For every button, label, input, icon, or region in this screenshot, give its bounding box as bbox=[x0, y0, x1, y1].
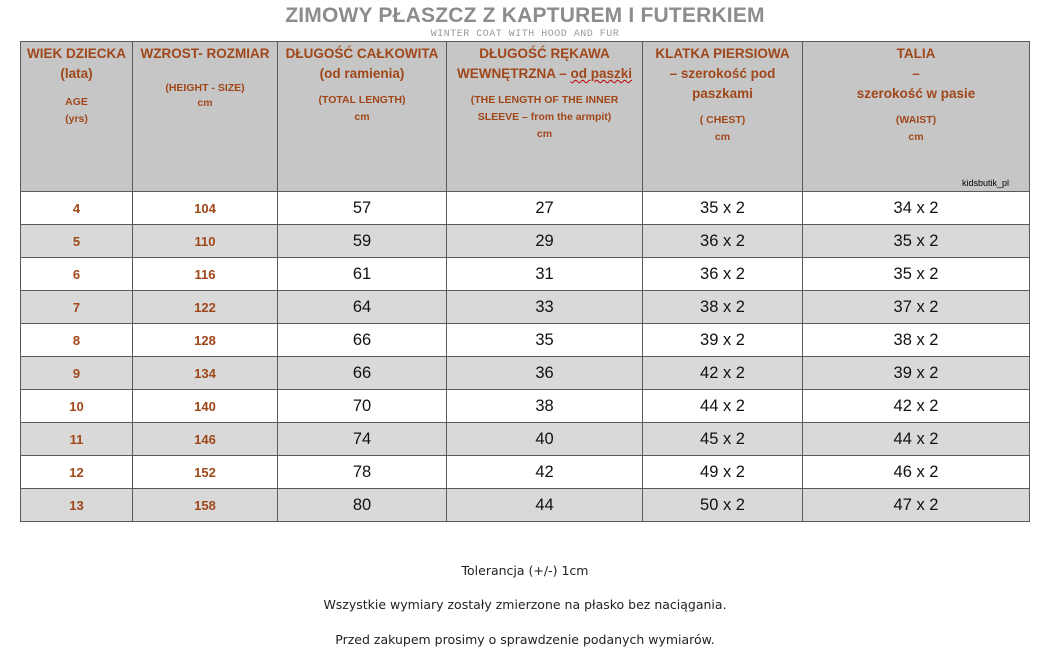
cell-age: 12 bbox=[21, 456, 133, 489]
cell-height: 140 bbox=[133, 390, 278, 423]
cell-sleeve: 40 bbox=[447, 423, 643, 456]
cell-chest: 39 x 2 bbox=[643, 324, 803, 357]
table-row bbox=[21, 423, 1030, 456]
cell-chest: 44 x 2 bbox=[643, 390, 803, 423]
cell-age: 7 bbox=[21, 291, 133, 324]
cell-length: 64 bbox=[278, 291, 447, 324]
cell-height: 134 bbox=[133, 357, 278, 390]
cell-length: 80 bbox=[278, 489, 447, 522]
cell-height: 116 bbox=[133, 258, 278, 291]
table-row bbox=[21, 258, 1030, 291]
flat-measure-note: Wszystkie wymiary zostały zmierzone na płasko bez naciągania. bbox=[323, 597, 727, 612]
header-waist: TALIA – szerokość w pasie (WAIST) cm kidsbutik_pl bbox=[803, 42, 1030, 192]
cell-age: 6 bbox=[21, 258, 133, 291]
table-row bbox=[21, 357, 1030, 390]
table-row bbox=[21, 192, 1030, 225]
cell-waist: 44 x 2 bbox=[803, 423, 1030, 456]
cell-sleeve: 35 bbox=[447, 324, 643, 357]
cell-waist: 37 x 2 bbox=[803, 291, 1030, 324]
cell-waist: 47 x 2 bbox=[803, 489, 1030, 522]
cell-length: 66 bbox=[278, 324, 447, 357]
cell-chest: 42 x 2 bbox=[643, 357, 803, 390]
cell-chest: 36 x 2 bbox=[643, 258, 803, 291]
size-table bbox=[20, 41, 1030, 522]
tolerance-note: Tolerancja (+/-) 1cm bbox=[461, 563, 589, 578]
cell-chest: 49 x 2 bbox=[643, 456, 803, 489]
table-header-row bbox=[21, 42, 1030, 192]
table-row bbox=[21, 324, 1030, 357]
cell-waist: 38 x 2 bbox=[803, 324, 1030, 357]
cell-age: 10 bbox=[21, 390, 133, 423]
cell-waist: 46 x 2 bbox=[803, 456, 1030, 489]
cell-age: 5 bbox=[21, 225, 133, 258]
cell-age: 11 bbox=[21, 423, 133, 456]
cell-sleeve: 31 bbox=[447, 258, 643, 291]
table-row bbox=[21, 225, 1030, 258]
cell-length: 70 bbox=[278, 390, 447, 423]
cell-age: 4 bbox=[21, 192, 133, 225]
table-row bbox=[21, 489, 1030, 522]
cell-length: 61 bbox=[278, 258, 447, 291]
cell-height: 122 bbox=[133, 291, 278, 324]
cell-sleeve: 38 bbox=[447, 390, 643, 423]
cell-height: 128 bbox=[133, 324, 278, 357]
cell-age: 8 bbox=[21, 324, 133, 357]
cell-waist: 35 x 2 bbox=[803, 225, 1030, 258]
cell-length: 78 bbox=[278, 456, 447, 489]
cell-age: 13 bbox=[21, 489, 133, 522]
header-age: WIEK DZIECKA (lata) AGE (yrs) bbox=[21, 42, 133, 192]
header-chest: KLATKA PIERSIOWA – szerokość pod paszkami ( CHEST) cm bbox=[643, 42, 803, 192]
cell-sleeve: 42 bbox=[447, 456, 643, 489]
cell-waist: 34 x 2 bbox=[803, 192, 1030, 225]
cell-chest: 45 x 2 bbox=[643, 423, 803, 456]
cell-chest: 50 x 2 bbox=[643, 489, 803, 522]
cell-height: 110 bbox=[133, 225, 278, 258]
watermark-text: kidsbutik_pl bbox=[961, 178, 1009, 188]
cell-height: 104 bbox=[133, 192, 278, 225]
header-sleeve-length: DŁUGOŚĆ RĘKAWA WEWNĘTRZNA – od paszki (THE LENGTH OF THE INNER SLEEVE – from the armpit) cm bbox=[447, 42, 643, 192]
cell-sleeve: 29 bbox=[447, 225, 643, 258]
cell-length: 57 bbox=[278, 192, 447, 225]
cell-chest: 36 x 2 bbox=[643, 225, 803, 258]
cell-height: 158 bbox=[133, 489, 278, 522]
cell-length: 59 bbox=[278, 225, 447, 258]
cell-sleeve: 44 bbox=[447, 489, 643, 522]
page-subtitle: WINTER COAT WITH HOOD AND FUR bbox=[430, 29, 620, 40]
table-row bbox=[21, 390, 1030, 423]
cell-age: 9 bbox=[21, 357, 133, 390]
cell-sleeve: 27 bbox=[447, 192, 643, 225]
header-height: WZROST- ROZMIAR (HEIGHT - SIZE) cm bbox=[133, 42, 278, 192]
cell-sleeve: 33 bbox=[447, 291, 643, 324]
cell-waist: 35 x 2 bbox=[803, 258, 1030, 291]
table-row bbox=[21, 456, 1030, 489]
header-total-length: DŁUGOŚĆ CAŁKOWITA (od ramienia) (TOTAL LENGTH) cm bbox=[278, 42, 447, 192]
cell-length: 66 bbox=[278, 357, 447, 390]
cell-height: 146 bbox=[133, 423, 278, 456]
cell-height: 152 bbox=[133, 456, 278, 489]
check-sizes-note: Przed zakupem prosimy o sprawdzenie podanych wymiarów. bbox=[335, 632, 715, 647]
cell-waist: 42 x 2 bbox=[803, 390, 1030, 423]
cell-length: 74 bbox=[278, 423, 447, 456]
page-title: ZIMOWY PŁASZCZ Z KAPTUREM I FUTERKIEM bbox=[285, 4, 765, 27]
cell-chest: 38 x 2 bbox=[643, 291, 803, 324]
table-row bbox=[21, 291, 1030, 324]
cell-sleeve: 36 bbox=[447, 357, 643, 390]
cell-chest: 35 x 2 bbox=[643, 192, 803, 225]
cell-waist: 39 x 2 bbox=[803, 357, 1030, 390]
